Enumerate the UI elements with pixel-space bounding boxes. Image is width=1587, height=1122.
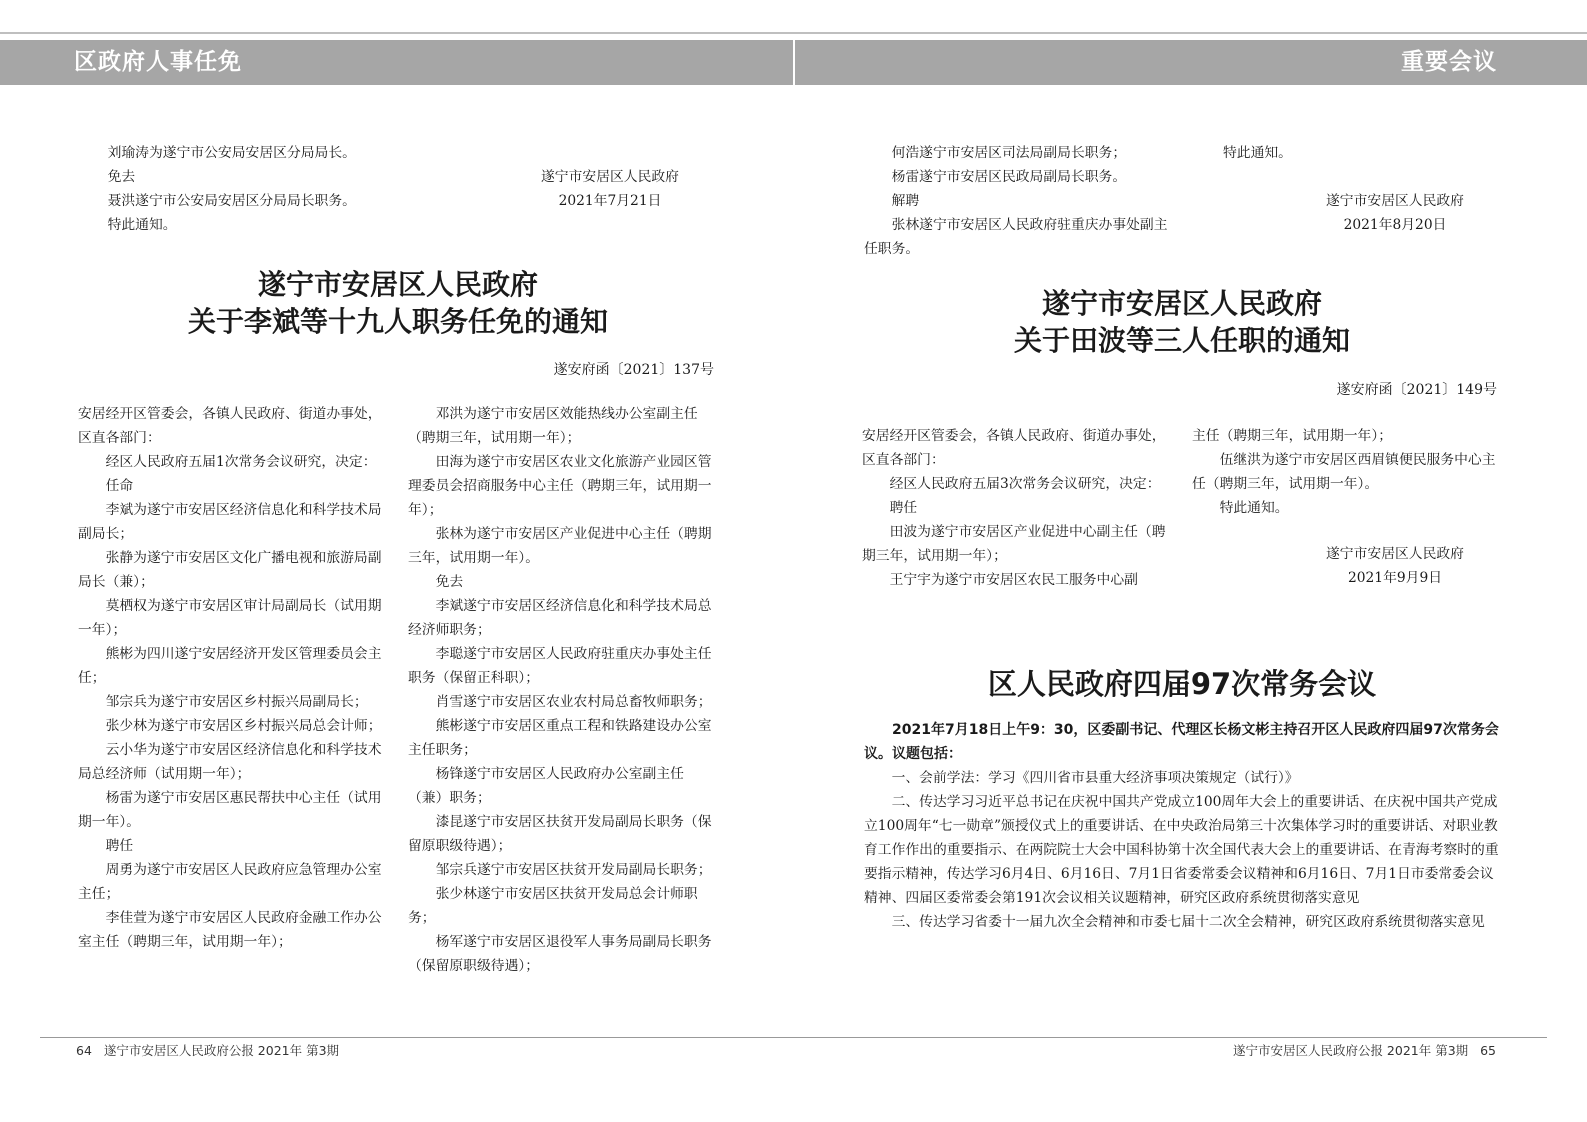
paragraph: 田波为遂宁市安居区产业促进中心副主任（聘期三年，试用期一年）； bbox=[862, 524, 1166, 564]
paragraph: 田海为遂宁市安居区农业文化旅游产业园区管理委员会招商服务中心主任（聘期三年，试用期一年）； bbox=[408, 454, 712, 518]
left-col-2 bbox=[408, 402, 714, 978]
notice-title-line-2: 关于李斌等十九人职务任免的通知 bbox=[187, 305, 608, 338]
paragraph: 聘任 bbox=[105, 838, 134, 854]
text-line: 解聘 bbox=[891, 193, 920, 209]
notice-title-right bbox=[864, 285, 1500, 359]
right-col2-signature bbox=[1290, 542, 1500, 590]
signature-org: 遂宁市安居区人民政府 bbox=[1326, 193, 1464, 209]
paragraph: 李佳萱为遂宁市安居区人民政府金融工作办公室主任（聘期三年，试用期一年）； bbox=[78, 910, 382, 950]
meeting-item: 一、会前学法：学习《四川省市县重大经济事项决策规定（试行）》 bbox=[891, 770, 1299, 786]
signature-date: 2021年7月21日 bbox=[558, 193, 662, 209]
right-col-2 bbox=[1192, 424, 1498, 520]
text-line: 杨雷遂宁市安居区民政局副局长职务。 bbox=[891, 169, 1127, 185]
paragraph: 主任（聘期三年，试用期一年）； bbox=[1192, 428, 1393, 444]
meeting-item: 二、传达学习习近平总书记在庆祝中国共产党成立100周年大会上的重要讲话、在庆祝中国共产党成立100周年“七一勋章”颁授仪式上的重要讲话、在中央政治局第三十次集体学习时的重要讲话、对职业教育工作作出的重要指示、在两院院士大会中国科协第十次全国代表大会上的重要讲话、在青海考察时的重要指示精神，传达学习6月4日、6月16日、7月1日省委常委会议精神和6月16日、7月1日市委常委会议精神、四届区委常委会第191次会议相关议题精神，研究区政府系统贯彻落实意见 bbox=[864, 794, 1499, 906]
signature-org: 遂宁市安居区人民政府 bbox=[1326, 546, 1464, 562]
signature-date: 2021年8月20日 bbox=[1343, 217, 1447, 233]
section-title-left: 区政府人事任免 bbox=[74, 49, 242, 75]
notice-title-left bbox=[80, 266, 716, 340]
paragraph: 李斌为遂宁市安居区经济信息化和科学技术局副局长； bbox=[78, 502, 382, 542]
publication-info: 遂宁市安居区人民政府公报 2021年 第3期 bbox=[1232, 1043, 1469, 1058]
text-line: 免去 bbox=[107, 169, 136, 185]
text-line: 刘瑜涛为遂宁市公安局安居区分局局长。 bbox=[107, 145, 356, 161]
page-number: 65 bbox=[1480, 1043, 1496, 1058]
paragraph: 王宁宇为遂宁市安居区农民工服务中心副 bbox=[889, 572, 1138, 588]
paragraph: 杨锋遂宁市安居区人民政府办公室副主任（兼）职务； bbox=[408, 766, 684, 806]
paragraph: 莫栖权为遂宁市安居区审计局副局长（试用期一年）； bbox=[78, 598, 382, 638]
paragraph: 邹宗兵遂宁市安居区扶贫开发局副局长职务； bbox=[435, 862, 712, 878]
paragraph: 李聪遂宁市安居区人民政府驻重庆办事处主任职务（保留正科职）； bbox=[408, 646, 712, 686]
paragraph: 安居经开区管委会，各镇人民政府、街道办事处，区直各部门： bbox=[862, 428, 1166, 468]
footer-left bbox=[76, 1042, 339, 1060]
paragraph: 伍继洪为遂宁市安居区西眉镇便民服务中心主任（聘期三年，试用期一年）。 bbox=[1192, 452, 1496, 492]
paragraph: 邓洪为遂宁市安居区效能热线办公室副主任（聘期三年，试用期一年）； bbox=[408, 406, 698, 446]
meeting-item: 三、传达学习省委十一届九次全会精神和市委七届十二次全会精神，研究区政府系统贯彻落实意见 bbox=[891, 914, 1485, 930]
footer-right bbox=[1233, 1042, 1496, 1060]
paragraph: 李斌遂宁市安居区经济信息化和科学技术局总经济师职务； bbox=[408, 598, 712, 638]
page-number: 64 bbox=[76, 1043, 92, 1058]
footer-rule-left bbox=[40, 1037, 800, 1038]
paragraph: 聘任 bbox=[889, 500, 918, 516]
meeting-body bbox=[864, 718, 1500, 934]
paragraph: 肖雪遂宁市安居区农业农村局总畜牧师职务； bbox=[435, 694, 712, 710]
right-top-notice: 特此通知。 bbox=[1223, 145, 1292, 161]
paragraph: 安居经开区管委会，各镇人民政府、街道办事处，区直各部门： bbox=[78, 406, 382, 446]
meeting-title: 区人民政府四届97次常务会议 bbox=[987, 667, 1377, 701]
paragraph: 张静为遂宁市安居区文化广播电视和旅游局副局长（兼）； bbox=[78, 550, 382, 590]
text-line: 张林遂宁市安居区人民政府驻重庆办事处副主任职务。 bbox=[864, 217, 1168, 257]
paragraph: 经区人民政府五届3次常务会议研究，决定： bbox=[889, 476, 1161, 492]
notice-title-line-2: 关于田波等三人任职的通知 bbox=[1013, 324, 1350, 357]
meeting-intro: 2021年7月18日上午9：30，区委副书记、代理区长杨文彬主持召开区人民政府四届97次常务会议。议题包括： bbox=[864, 722, 1499, 762]
doc-number-right: 遂安府函〔2021〕149号 bbox=[1336, 382, 1497, 398]
paragraph: 熊彬遂宁市安居区重点工程和铁路建设办公室主任职务； bbox=[408, 718, 712, 758]
doc-number-left: 遂安府函〔2021〕137号 bbox=[553, 362, 714, 378]
right-top-signature bbox=[1290, 189, 1500, 237]
paragraph: 张林为遂宁市安居区产业促进中心主任（聘期三年，试用期一年）。 bbox=[408, 526, 712, 566]
paragraph: 特此通知。 bbox=[1219, 500, 1289, 516]
paragraph: 熊彬为四川遂宁安居经济开发区管理委员会主任； bbox=[78, 646, 382, 686]
paragraph: 漆昆遂宁市安居区扶贫开发局副局长职务（保留原职级待遇）； bbox=[408, 814, 712, 854]
paragraph: 周勇为遂宁市安居区人民政府应急管理办公室主任； bbox=[78, 862, 382, 902]
paragraph: 杨军遂宁市安居区退役军人事务局副局长职务（保留原职级待遇）； bbox=[408, 934, 712, 974]
paragraph: 经区人民政府五届1次常务会议研究，决定： bbox=[105, 454, 377, 470]
right-top-lines bbox=[864, 141, 1169, 261]
paragraph: 张少林为遂宁市安居区乡村振兴局总会计师； bbox=[105, 718, 382, 734]
publication-info: 遂宁市安居区人民政府公报 2021年 第3期 bbox=[103, 1043, 340, 1058]
paragraph: 免去 bbox=[435, 574, 464, 590]
signature-org: 遂宁市安居区人民政府 bbox=[541, 169, 679, 185]
text-line: 聂洪遂宁市公安局安居区分局局长职务。 bbox=[107, 193, 356, 209]
notice-title-line-1: 遂宁市安居区人民政府 bbox=[257, 268, 538, 301]
top-rule bbox=[0, 32, 1587, 34]
paragraph: 杨雷为遂宁市安居区惠民帮扶中心主任（试用期一年）。 bbox=[78, 790, 382, 830]
paragraph: 任命 bbox=[105, 478, 134, 494]
footer-rule-right bbox=[790, 1037, 1547, 1038]
text-line: 特此通知。 bbox=[107, 217, 177, 233]
signature-date: 2021年9月9日 bbox=[1347, 570, 1443, 586]
right-col-1 bbox=[862, 424, 1167, 592]
section-title-right: 重要会议 bbox=[1401, 49, 1497, 75]
paragraph: 云小华为遂宁市安居区经济信息化和科学技术局总经济师（试用期一年）； bbox=[78, 742, 382, 782]
paragraph: 张少林遂宁市安居区扶贫开发局总会计师职务； bbox=[408, 886, 698, 926]
left-col-1 bbox=[78, 402, 383, 954]
paragraph: 邹宗兵为遂宁市安居区乡村振兴局副局长； bbox=[105, 694, 368, 710]
text-line: 何浩遂宁市安居区司法局副局长职务； bbox=[891, 145, 1127, 161]
left-top-signature bbox=[505, 165, 715, 213]
notice-title-line-1: 遂宁市安居区人民政府 bbox=[1041, 287, 1322, 320]
left-top-lines bbox=[80, 141, 500, 237]
